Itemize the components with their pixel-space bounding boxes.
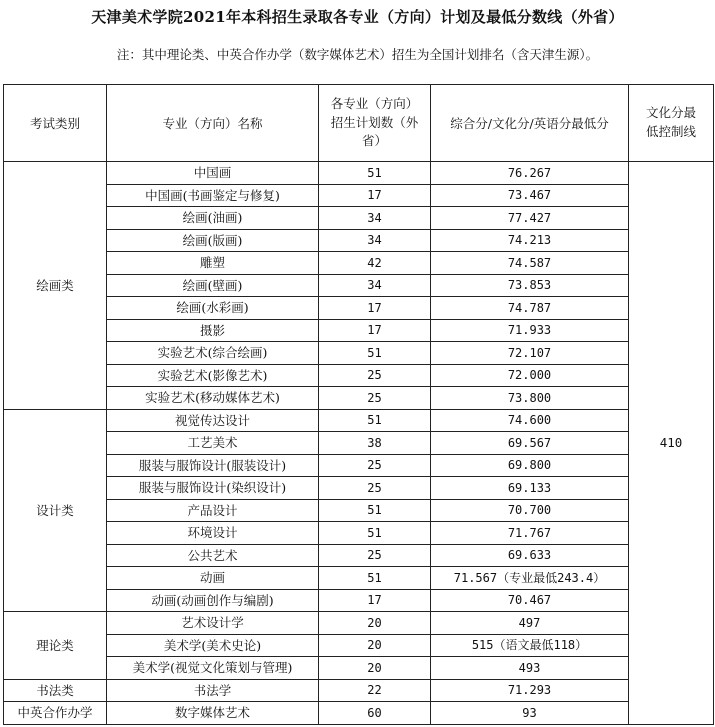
major-cell: 工艺美术 xyxy=(107,432,319,455)
table-header-row xyxy=(4,85,714,162)
table-row xyxy=(4,252,714,275)
major-cell: 绘画(水彩画) xyxy=(107,297,319,320)
plan-cell: 25 xyxy=(319,387,431,410)
plan-cell: 51 xyxy=(319,409,431,432)
plan-cell: 51 xyxy=(319,499,431,522)
plan-cell: 51 xyxy=(319,162,431,185)
major-cell: 动画 xyxy=(107,567,319,590)
category-cell: 中英合作办学 xyxy=(4,702,107,725)
table-row xyxy=(4,184,714,207)
plan-cell: 17 xyxy=(319,184,431,207)
control-line-cell: 410 xyxy=(629,162,714,725)
table-row xyxy=(4,342,714,365)
major-cell: 服装与服饰设计(服装设计) xyxy=(107,454,319,477)
table-row xyxy=(4,657,714,680)
major-cell: 视觉传达设计 xyxy=(107,409,319,432)
plan-cell: 51 xyxy=(319,342,431,365)
score-cell: 73.853 xyxy=(431,274,629,297)
category-cell: 理论类 xyxy=(4,612,107,680)
score-cell: 74.600 xyxy=(431,409,629,432)
plan-cell: 25 xyxy=(319,544,431,567)
table-row xyxy=(4,162,714,185)
plan-cell: 34 xyxy=(319,229,431,252)
category-cell: 书法类 xyxy=(4,679,107,702)
plan-cell: 20 xyxy=(319,612,431,635)
plan-cell: 42 xyxy=(319,252,431,275)
major-cell: 实验艺术(综合绘画) xyxy=(107,342,319,365)
table-row xyxy=(4,589,714,612)
score-cell: 77.427 xyxy=(431,207,629,230)
plan-cell: 51 xyxy=(319,522,431,545)
table-row xyxy=(4,634,714,657)
score-cell: 515（语文最低118） xyxy=(431,634,629,657)
table-body xyxy=(4,162,714,725)
plan-cell: 20 xyxy=(319,657,431,680)
table-row xyxy=(4,409,714,432)
major-cell: 公共艺术 xyxy=(107,544,319,567)
table-row xyxy=(4,432,714,455)
table-row xyxy=(4,612,714,635)
score-cell: 72.000 xyxy=(431,364,629,387)
major-cell: 中国画(书画鉴定与修复) xyxy=(107,184,319,207)
major-cell: 环境设计 xyxy=(107,522,319,545)
plan-cell: 17 xyxy=(319,589,431,612)
major-cell: 实验艺术(移动媒体艺术) xyxy=(107,387,319,410)
plan-cell: 34 xyxy=(319,274,431,297)
plan-cell: 22 xyxy=(319,679,431,702)
major-cell: 动画(动画创作与编剧) xyxy=(107,589,319,612)
score-cell: 74.787 xyxy=(431,297,629,320)
plan-cell: 25 xyxy=(319,454,431,477)
plan-cell: 17 xyxy=(319,319,431,342)
major-cell: 美术学(视觉文化策划与管理) xyxy=(107,657,319,680)
major-cell: 雕塑 xyxy=(107,252,319,275)
category-cell: 绘画类 xyxy=(4,162,107,410)
score-cell: 71.567（专业最低243.4） xyxy=(431,567,629,590)
major-cell: 摄影 xyxy=(107,319,319,342)
category-cell: 设计类 xyxy=(4,409,107,612)
table-row xyxy=(4,387,714,410)
table-row xyxy=(4,229,714,252)
major-cell: 产品设计 xyxy=(107,499,319,522)
score-cell: 72.107 xyxy=(431,342,629,365)
major-cell: 艺术设计学 xyxy=(107,612,319,635)
table-row xyxy=(4,319,714,342)
score-cell: 93 xyxy=(431,702,629,725)
major-cell: 实验艺术(影像艺术) xyxy=(107,364,319,387)
score-cell: 70.467 xyxy=(431,589,629,612)
table-row xyxy=(4,567,714,590)
table-row xyxy=(4,499,714,522)
table-row xyxy=(4,544,714,567)
score-cell: 76.267 xyxy=(431,162,629,185)
plan-cell: 25 xyxy=(319,477,431,500)
plan-cell: 17 xyxy=(319,297,431,320)
score-cell: 70.700 xyxy=(431,499,629,522)
plan-cell: 25 xyxy=(319,364,431,387)
score-cell: 74.213 xyxy=(431,229,629,252)
score-cell: 74.587 xyxy=(431,252,629,275)
header-category: 考试类别 xyxy=(4,85,107,162)
plan-cell: 20 xyxy=(319,634,431,657)
header-score: 综合分/文化分/英语分最低分 xyxy=(431,85,629,162)
admission-table xyxy=(3,84,714,725)
table-row xyxy=(4,207,714,230)
major-cell: 书法学 xyxy=(107,679,319,702)
plan-cell: 60 xyxy=(319,702,431,725)
plan-cell: 38 xyxy=(319,432,431,455)
major-cell: 绘画(壁画) xyxy=(107,274,319,297)
score-cell: 73.800 xyxy=(431,387,629,410)
plan-cell: 51 xyxy=(319,567,431,590)
major-cell: 服装与服饰设计(染织设计) xyxy=(107,477,319,500)
header-control: 文化分最低控制线 xyxy=(629,85,714,162)
major-cell: 绘画(版画) xyxy=(107,229,319,252)
table-row xyxy=(4,477,714,500)
major-cell: 绘画(油画) xyxy=(107,207,319,230)
table-row xyxy=(4,679,714,702)
score-cell: 73.467 xyxy=(431,184,629,207)
major-cell: 数字媒体艺术 xyxy=(107,702,319,725)
page-title: 天津美术学院2021年本科招生录取各专业（方向）计划及最低分数线（外省） xyxy=(91,8,624,26)
header-major: 专业（方向）名称 xyxy=(107,85,319,162)
plan-cell: 34 xyxy=(319,207,431,230)
score-cell: 69.567 xyxy=(431,432,629,455)
score-cell: 497 xyxy=(431,612,629,635)
major-cell: 中国画 xyxy=(107,162,319,185)
major-cell: 美术学(美术史论) xyxy=(107,634,319,657)
table-row xyxy=(4,702,714,725)
score-cell: 69.133 xyxy=(431,477,629,500)
header-plan: 各专业（方向）招生计划数（外省） xyxy=(319,85,431,162)
score-cell: 71.767 xyxy=(431,522,629,545)
table-row xyxy=(4,364,714,387)
score-cell: 71.293 xyxy=(431,679,629,702)
score-cell: 493 xyxy=(431,657,629,680)
table-row xyxy=(4,522,714,545)
note-text: 注：其中理论类、中英合作办学（数字媒体艺术）招生为全国计划排名（含天津生源）。 xyxy=(116,47,599,62)
table-row xyxy=(4,297,714,320)
score-cell: 71.933 xyxy=(431,319,629,342)
score-cell: 69.633 xyxy=(431,544,629,567)
score-cell: 69.800 xyxy=(431,454,629,477)
table-row xyxy=(4,274,714,297)
table-row xyxy=(4,454,714,477)
